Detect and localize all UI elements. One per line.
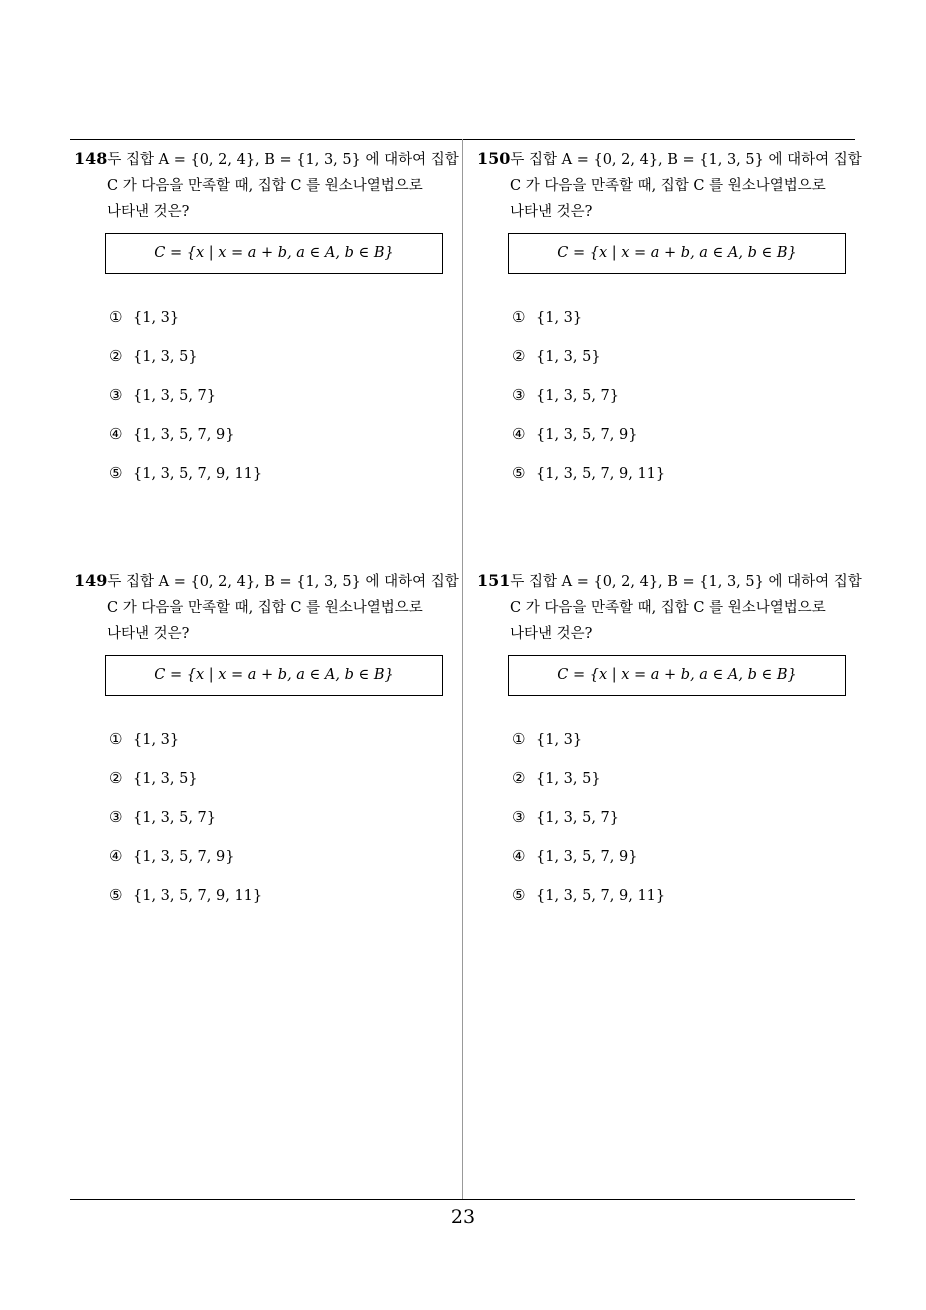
condition-box: C = {x | x = a + b, a ∈ A, b ∈ B} — [508, 655, 846, 696]
stem-line-3: 나타낸 것은? — [107, 204, 190, 220]
choice-3[interactable] — [109, 382, 262, 421]
stem-line-3: 나타낸 것은? — [510, 626, 593, 642]
choice-mark: ③ — [109, 808, 123, 826]
choice-text: {1, 3, 5, 7, 9} — [133, 849, 235, 865]
choice-mark: ① — [512, 730, 526, 748]
choice-mark: ② — [109, 769, 123, 787]
problem-stem — [74, 146, 459, 225]
choice-4[interactable] — [512, 843, 665, 882]
problem-number: 148 — [74, 149, 108, 168]
choice-list — [512, 726, 665, 921]
choice-list — [109, 304, 262, 499]
problem-number: 151 — [477, 571, 511, 590]
stem-line-3: 나타낸 것은? — [510, 204, 593, 220]
choice-mark: ⑤ — [109, 886, 123, 904]
choice-1[interactable] — [512, 304, 665, 343]
choice-1[interactable] — [109, 726, 262, 765]
choice-mark: ① — [109, 308, 123, 326]
bottom-rule — [70, 1199, 855, 1200]
choice-mark: ① — [109, 730, 123, 748]
choice-5[interactable] — [109, 882, 262, 921]
page-number: 23 — [450, 1206, 476, 1228]
choice-5[interactable] — [512, 882, 665, 921]
choice-4[interactable] — [512, 421, 665, 460]
stem-line-2: C 가 다음을 만족할 때, 집합 C 를 원소나열법으로 — [510, 178, 826, 194]
choice-text: {1, 3, 5, 7, 9, 11} — [536, 888, 666, 904]
choice-2[interactable] — [109, 765, 262, 804]
choice-text: {1, 3, 5, 7} — [536, 810, 620, 826]
choice-text: {1, 3, 5} — [536, 349, 601, 365]
stem-line-2: C 가 다음을 만족할 때, 집합 C 를 원소나열법으로 — [510, 600, 826, 616]
column-divider — [462, 139, 463, 1200]
choice-text: {1, 3, 5, 7} — [536, 388, 620, 404]
choice-mark: ④ — [512, 425, 526, 443]
choice-text: {1, 3, 5, 7, 9} — [536, 849, 638, 865]
choice-5[interactable] — [512, 460, 665, 499]
choice-text: {1, 3} — [133, 732, 180, 748]
choice-list — [109, 726, 262, 921]
choice-text: {1, 3} — [536, 310, 583, 326]
choice-text: {1, 3, 5, 7, 9} — [536, 427, 638, 443]
choice-mark: ② — [109, 347, 123, 365]
choice-mark: ② — [512, 347, 526, 365]
choice-text: {1, 3, 5, 7} — [133, 810, 217, 826]
choice-text: {1, 3, 5} — [536, 771, 601, 787]
problem-stem — [477, 146, 862, 225]
choice-mark: ② — [512, 769, 526, 787]
stem-line-1: 두 집합 A = {0, 2, 4}, B = {1, 3, 5} 에 대하여 집합 — [107, 152, 459, 168]
choice-text: {1, 3, 5} — [133, 771, 198, 787]
choice-text: {1, 3, 5, 7} — [133, 388, 217, 404]
choice-mark: ③ — [512, 808, 526, 826]
condition-box: C = {x | x = a + b, a ∈ A, b ∈ B} — [105, 655, 443, 696]
choice-mark: ④ — [109, 847, 123, 865]
choice-text: {1, 3} — [536, 732, 583, 748]
choice-2[interactable] — [109, 343, 262, 382]
stem-line-2: C 가 다음을 만족할 때, 집합 C 를 원소나열법으로 — [107, 600, 423, 616]
choice-1[interactable] — [512, 726, 665, 765]
stem-line-3: 나타낸 것은? — [107, 626, 190, 642]
problem-stem — [74, 568, 459, 647]
choice-text: {1, 3, 5, 7, 9, 11} — [536, 466, 666, 482]
problem-number: 150 — [477, 149, 511, 168]
stem-line-1: 두 집합 A = {0, 2, 4}, B = {1, 3, 5} 에 대하여 집합 — [510, 152, 862, 168]
stem-line-1: 두 집합 A = {0, 2, 4}, B = {1, 3, 5} 에 대하여 집합 — [510, 574, 862, 590]
choice-list — [512, 304, 665, 499]
choice-2[interactable] — [512, 765, 665, 804]
choice-mark: ③ — [109, 386, 123, 404]
problem-number: 149 — [74, 571, 108, 590]
choice-text: {1, 3} — [133, 310, 180, 326]
condition-box: C = {x | x = a + b, a ∈ A, b ∈ B} — [508, 233, 846, 274]
choice-mark: ③ — [512, 386, 526, 404]
choice-mark: ⑤ — [109, 464, 123, 482]
choice-mark: ④ — [109, 425, 123, 443]
choice-4[interactable] — [109, 421, 262, 460]
choice-mark: ⑤ — [512, 464, 526, 482]
choice-text: {1, 3, 5, 7, 9, 11} — [133, 888, 263, 904]
choice-5[interactable] — [109, 460, 262, 499]
choice-text: {1, 3, 5} — [133, 349, 198, 365]
choice-3[interactable] — [512, 382, 665, 421]
choice-3[interactable] — [512, 804, 665, 843]
choice-mark: ① — [512, 308, 526, 326]
choice-2[interactable] — [512, 343, 665, 382]
choice-text: {1, 3, 5, 7, 9} — [133, 427, 235, 443]
choice-1[interactable] — [109, 304, 262, 343]
choice-4[interactable] — [109, 843, 262, 882]
stem-line-2: C 가 다음을 만족할 때, 집합 C 를 원소나열법으로 — [107, 178, 423, 194]
stem-line-1: 두 집합 A = {0, 2, 4}, B = {1, 3, 5} 에 대하여 집합 — [107, 574, 459, 590]
choice-text: {1, 3, 5, 7, 9, 11} — [133, 466, 263, 482]
condition-box: C = {x | x = a + b, a ∈ A, b ∈ B} — [105, 233, 443, 274]
choice-mark: ④ — [512, 847, 526, 865]
choice-mark: ⑤ — [512, 886, 526, 904]
problem-stem — [477, 568, 862, 647]
choice-3[interactable] — [109, 804, 262, 843]
